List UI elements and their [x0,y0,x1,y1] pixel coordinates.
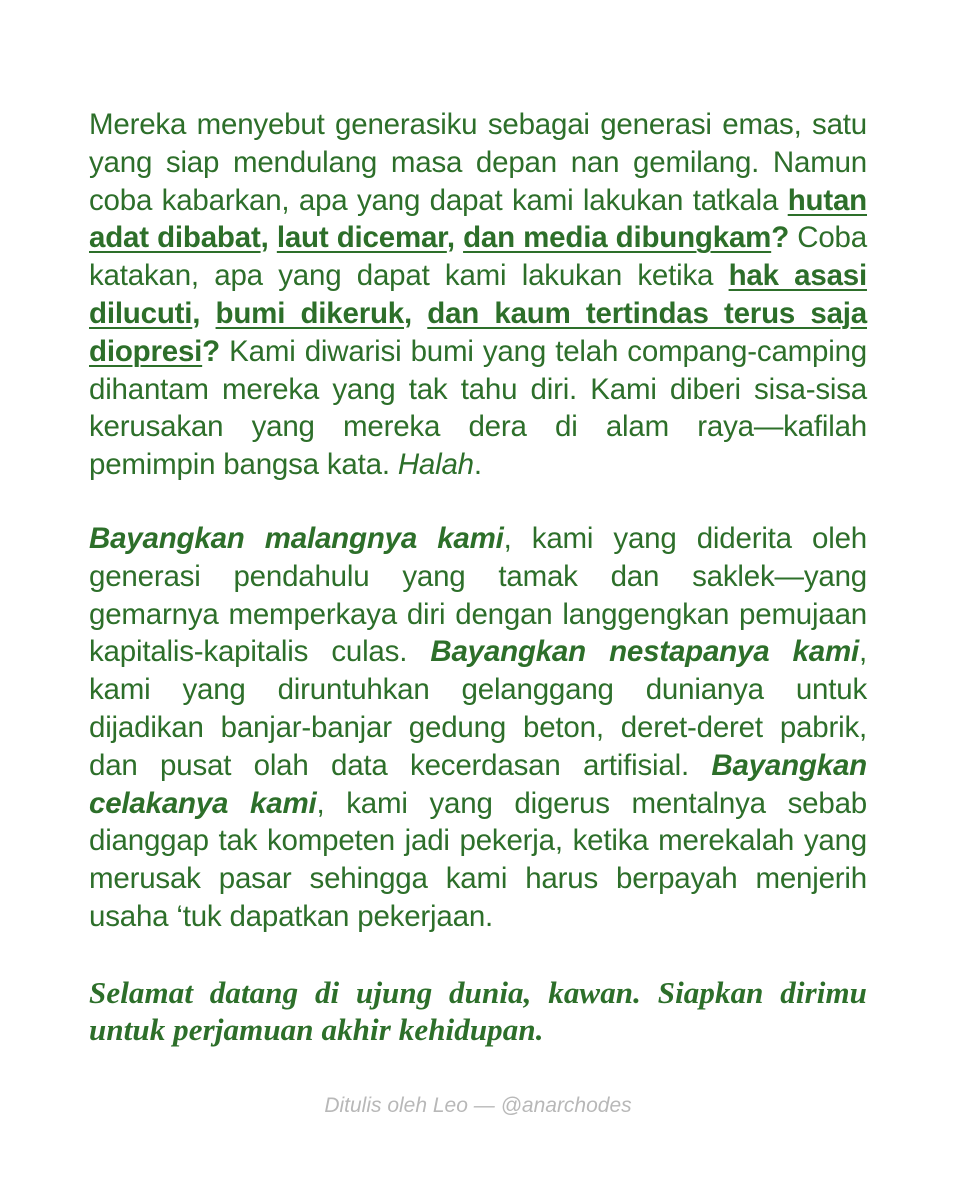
question-mark: ? [771,221,790,255]
emphasis-hak-asasi: hak asasi dilucuti [89,259,867,330]
paragraph-1-text-3: Kami diwarisi bumi yang telah compang-camping dihantam mereka yang tak tahu diri. Kami diberi sisa-sisa kerusakan yang mereka dera di alam raya—kafilah pemimpin bangsa kata. [89,334,867,482]
period: . [473,448,482,482]
paragraph-1-text-2: Coba katakan, apa yang dapat kami lakukan ketika [89,221,867,293]
comma: , [192,296,216,330]
emphasis-malangnya: Bayangkan malangnya kami [89,521,504,555]
author-credit: Ditulis oleh Leo — @anarchodes [324,1094,632,1117]
comma: , [404,296,428,330]
paragraph-2-text-1: , kami yang diderita oleh generasi pendahulu yang tamak dan saklek—yang gemarnya memperkaya diri dengan langgengkan pemujaan kapitalis-kapitalis culas. [89,521,867,669]
paragraph-2-text-3: , kami yang digerus mentalnya sebab dianggap tak kompeten jadi pekerja, ketika merekalah yang merusak pasar sehingga kami harus berpayah menjerih usaha ‘tuk dapatkan pekerjaan. [89,786,867,933]
halah-word: Halah [397,448,474,482]
emphasis-celakanya: Bayangkan celakanya kami [89,748,867,820]
paragraph-1 [89,106,867,484]
comma: , [260,221,277,255]
emphasis-hutan-adat: hutan adat dibabat [89,183,867,255]
closing-statement: Selamat datang di ujung dunia, kawan. Siapkan dirimu untuk perjamuan akhir kehidupan. [89,974,867,1047]
emphasis-nestapanya: Bayangkan nestapanya kami [430,635,859,669]
emphasis-bumi-dikeruk: bumi dikeruk [215,296,405,330]
emphasis-kaum-tertindas: dan kaum tertindas terus saja diopresi [89,296,867,368]
paragraph-2 [89,520,867,936]
essay-body [89,106,867,1048]
question-mark: ? [202,334,220,368]
paragraph-1-text-1: Mereka menyebut generasiku sebagai generasi emas, satu yang siap mendulang masa depan nan gemilang. Namun coba kabarkan, apa yang dapat kami lakukan tatkala [89,108,867,217]
comma: , [446,221,464,255]
emphasis-laut-dicemar: laut dicemar [276,221,447,255]
paragraph-2-text-2: , kami yang diruntuhkan gelanggang dunianya untuk dijadikan banjar-banjar gedung beton, deret-deret pabrik, dan pusat olah data kecerdasan artifisial. [89,635,867,782]
emphasis-media-dibungkam: dan media dibungkam [463,221,772,255]
